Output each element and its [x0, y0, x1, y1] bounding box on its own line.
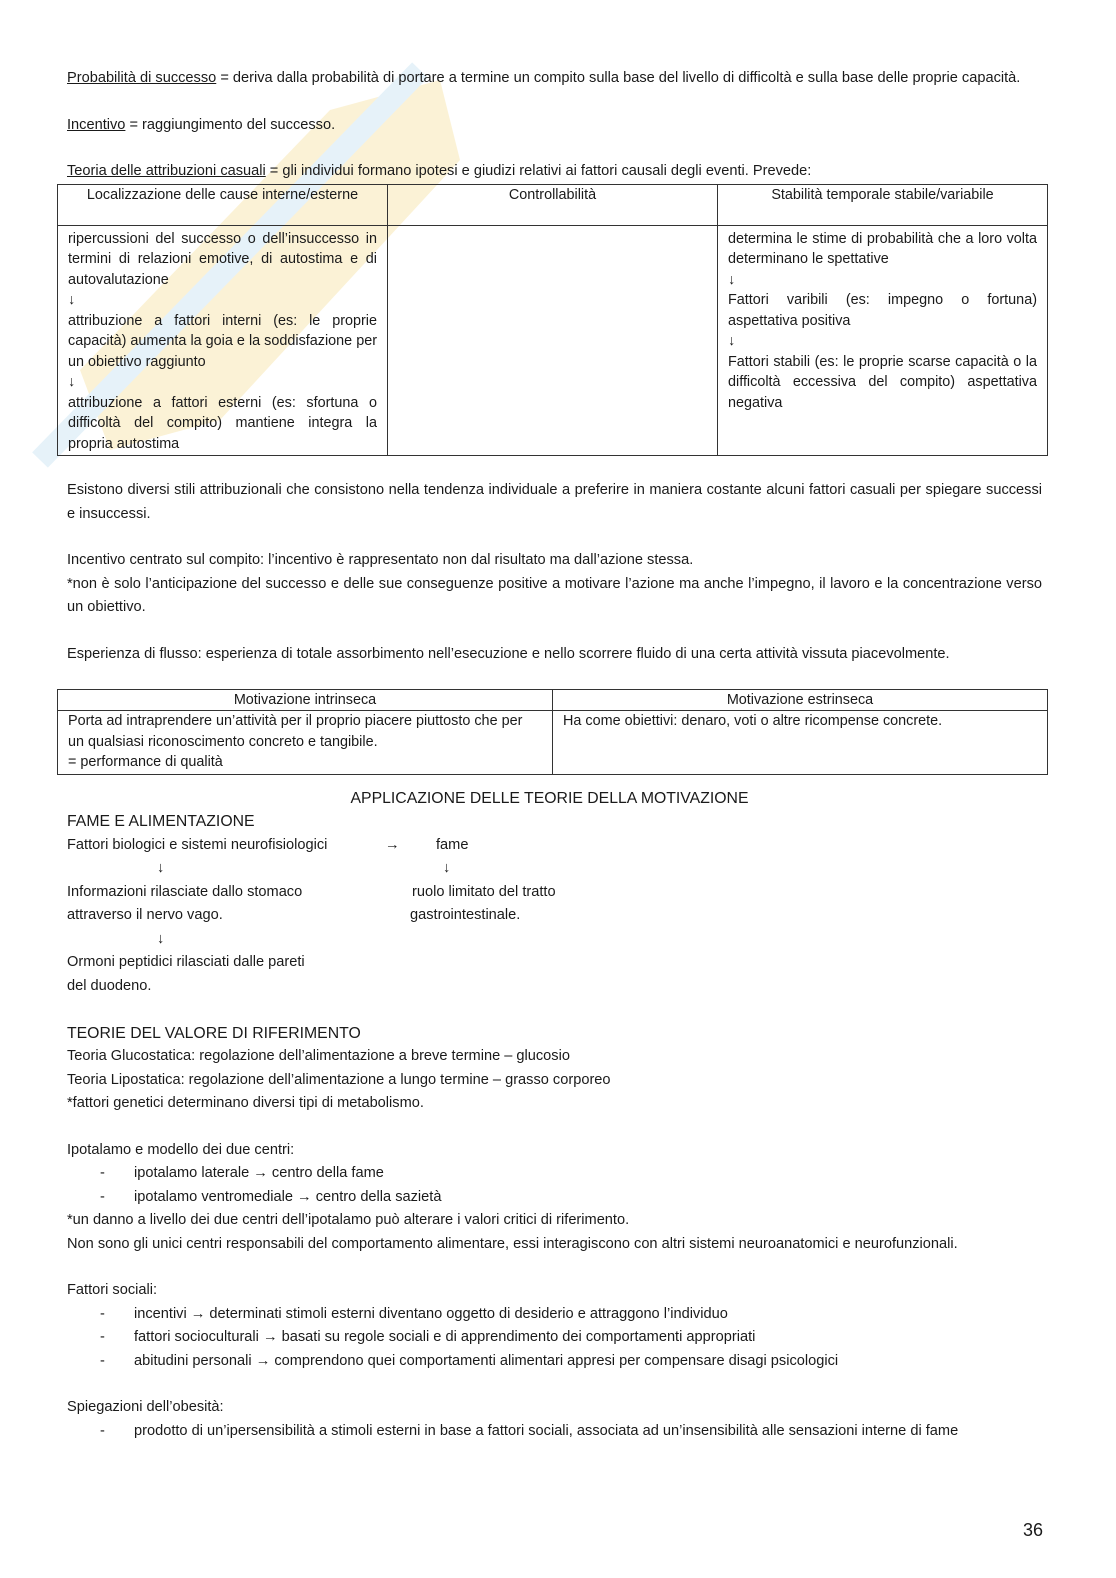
- cell-line: = performance di qualità: [68, 754, 223, 770]
- header-intrinseca: Motivazione intrinseca: [58, 690, 553, 711]
- line-glucostatica: Teoria Glucostatica: regolazione dell’alimentazione a breve termine – glucosio: [67, 1048, 570, 1064]
- obesita-list: [67, 1420, 1042, 1444]
- obesita-intro: Spiegazioni dell’obesità:: [67, 1399, 224, 1415]
- header-localizzazione: Localizzazione delle cause interne/esterne: [58, 184, 388, 225]
- line-lipostatica: Teoria Lipostatica: regolazione dell’alimentazione a lungo termine – grasso corporeo: [67, 1071, 611, 1088]
- section-title: APPLICAZIONE DELLE TEORIE DELLA MOTIVAZIONE: [350, 789, 749, 807]
- down-arrow-icon: ↓: [68, 374, 76, 390]
- paragraph-attribuzioni: [67, 160, 1042, 184]
- paragraph-flusso: Esperienza di flusso: esperienza di totale assorbimento nell’esecuzione e nello scorrere fluido di una certa attività vissuta piacevolmente.: [67, 645, 950, 662]
- ipotalamo-list: [67, 1162, 1042, 1209]
- list-item: - ipotalamo laterale → centro della fame: [67, 1162, 1042, 1186]
- header-stabilita: Stabilità temporale stabile/variabile: [718, 184, 1048, 225]
- text-incentivo: = raggiungimento del successo.: [125, 116, 336, 133]
- heading-valore: TEORIE DEL VALORE DI RIFERIMENTO: [67, 1024, 361, 1042]
- term-attribuzioni: Teoria delle attribuzioni casuali: [67, 163, 266, 179]
- cell-intrinseca: [58, 711, 553, 775]
- cell-line: attribuzione a fattori esterni (es: sfortuna o difficoltà del compito) mantiene integra la propria autostima: [68, 394, 377, 452]
- paragraph-probabilita: [67, 67, 1042, 91]
- list-item: - ipotalamo ventromediale → centro della sazietà: [67, 1186, 1042, 1210]
- flow-fattori-biologici: Fattori biologici e sistemi neurofisiologici: [67, 836, 328, 853]
- right-arrow-icon: →: [385, 836, 400, 853]
- heading-fame: FAME E ALIMENTAZIONE: [67, 813, 255, 830]
- down-arrow-icon: ↓: [157, 859, 165, 876]
- flow-gastrointestinale: gastrointestinale.: [410, 906, 521, 923]
- sociali-list: [67, 1303, 1042, 1374]
- paragraph-nota-impegno: *non è solo l’anticipazione del successo e delle sue conseguenze positive a motivare l’azione ma anche l’impegno, il lavoro e la concentrazione verso un obiettivo.: [67, 575, 1042, 615]
- cell-controllabilita: [388, 225, 718, 456]
- down-arrow-icon: ↓: [68, 292, 76, 308]
- cell-line: determina le stime di probabilità che a loro volta determinano le spettative: [728, 230, 1037, 267]
- sociali-intro: Fattori sociali:: [67, 1282, 158, 1298]
- down-arrow-icon: ↓: [443, 859, 451, 876]
- cell-estrinseca: Ha come obiettivi: denaro, voti o altre ricompense concrete.: [553, 711, 1048, 775]
- list-item: - fattori socioculturali → basati su regole sociali e di apprendimento dei comportamenti appropriati: [67, 1326, 1042, 1350]
- flow-duodeno: del duodeno.: [67, 977, 152, 994]
- list-item: - prodotto di un’ipersensibilità a stimoli esterni in base a fattori sociali, associata ad un’insensibilità alle sensazioni interne di fame: [67, 1420, 1042, 1444]
- list-item: - incentivi → determinati stimoli esterni diventano oggetto di desiderio e attraggono l’individuo: [67, 1303, 1042, 1327]
- attribution-table-header: [58, 184, 1048, 225]
- paragraph-incentivo-compito: Incentivo centrato sul compito: l’incentivo è rappresentato non dal risultato ma dall’azione stessa.: [67, 552, 694, 568]
- ipotalamo-note: *un danno a livello dei due centri dell’ipotalamo può alterare i valori critici di riferimento.: [67, 1212, 630, 1228]
- paragraph-incentivo: [67, 114, 1042, 138]
- document-page: [67, 67, 1042, 1443]
- cell-line: Fattori varibili (es: impegno o fortuna) aspettativa positiva: [728, 292, 1037, 329]
- cell-line: Fattori stabili (es: le proprie scarse capacità o la difficoltà eccessiva del compito) aspettativa negativa: [728, 353, 1037, 411]
- text-attribuzioni: = gli individui formano ipotesi e giudizi relativi ai fattori causali degli eventi. Prevede:: [265, 163, 812, 179]
- hunger-flow-diagram: [67, 834, 1042, 999]
- header-controllabilita: Controllabilità: [388, 184, 718, 225]
- cell-line: Porta ad intraprendere un’attività per il proprio piacere piuttosto che per un qualsiasi riconoscimento concreto e tangibile.: [68, 713, 523, 750]
- cell-line: ripercussioni del successo o dell’insuccesso in termini di relazioni emotive, di autostima e di autovalutazione: [68, 230, 377, 288]
- page-number: 36: [1022, 1520, 1043, 1540]
- cell-stabilita: [718, 225, 1048, 456]
- ipotalamo-note: Non sono gli unici centri responsabili del comportamento alimentare, essi interagiscono con altri sistemi neuroanatomici e neurofunzionali.: [67, 1235, 958, 1252]
- cell-line: attribuzione a fattori interni (es: le proprie capacità) aumenta la goia e la soddisfazione per un obiettivo raggiunto: [68, 312, 377, 370]
- text-probabilita: = deriva dalla probabilità di portare a termine un compito sulla base del livello di difficoltà e sulla base delle proprie capacità.: [216, 70, 1021, 86]
- cell-localizzazione: [58, 225, 388, 456]
- attribution-table-row: [58, 225, 1048, 456]
- flow-stomaco: Informazioni rilasciate dallo stomaco: [67, 883, 303, 900]
- paragraph-stili: Esistono diversi stili attribuzionali che consistono nella tendenza individuale a preferire in maniera costante alcuni fattori casuali per spiegare successi e insuccessi.: [67, 482, 1042, 522]
- header-estrinseca: Motivazione estrinseca: [553, 690, 1048, 711]
- motivation-table-header: [58, 690, 1048, 711]
- down-arrow-icon: ↓: [728, 333, 736, 349]
- motivation-table: [57, 689, 1048, 775]
- down-arrow-icon: ↓: [157, 930, 165, 947]
- attribution-table: [57, 184, 1048, 457]
- flow-tratto: ruolo limitato del tratto: [412, 883, 556, 900]
- ipotalamo-intro: Ipotalamo e modello dei due centri:: [67, 1141, 295, 1158]
- down-arrow-icon: ↓: [728, 271, 736, 288]
- flow-nervo-vago: attraverso il nervo vago.: [67, 906, 223, 923]
- motivation-table-row: [58, 711, 1048, 775]
- line-fattori-genetici: *fattori genetici determinano diversi tipi di metabolismo.: [67, 1095, 424, 1111]
- term-incentivo: Incentivo: [67, 116, 126, 133]
- flow-ormoni: Ormoni peptidici rilasciati dalle pareti: [67, 953, 305, 970]
- term-probabilita: Probabilità di successo: [67, 70, 217, 86]
- list-item: - abitudini personali → comprendono quei comportamenti alimentari appresi per compensare disagi psicologici: [67, 1350, 1042, 1374]
- flow-fame: fame: [436, 836, 469, 853]
